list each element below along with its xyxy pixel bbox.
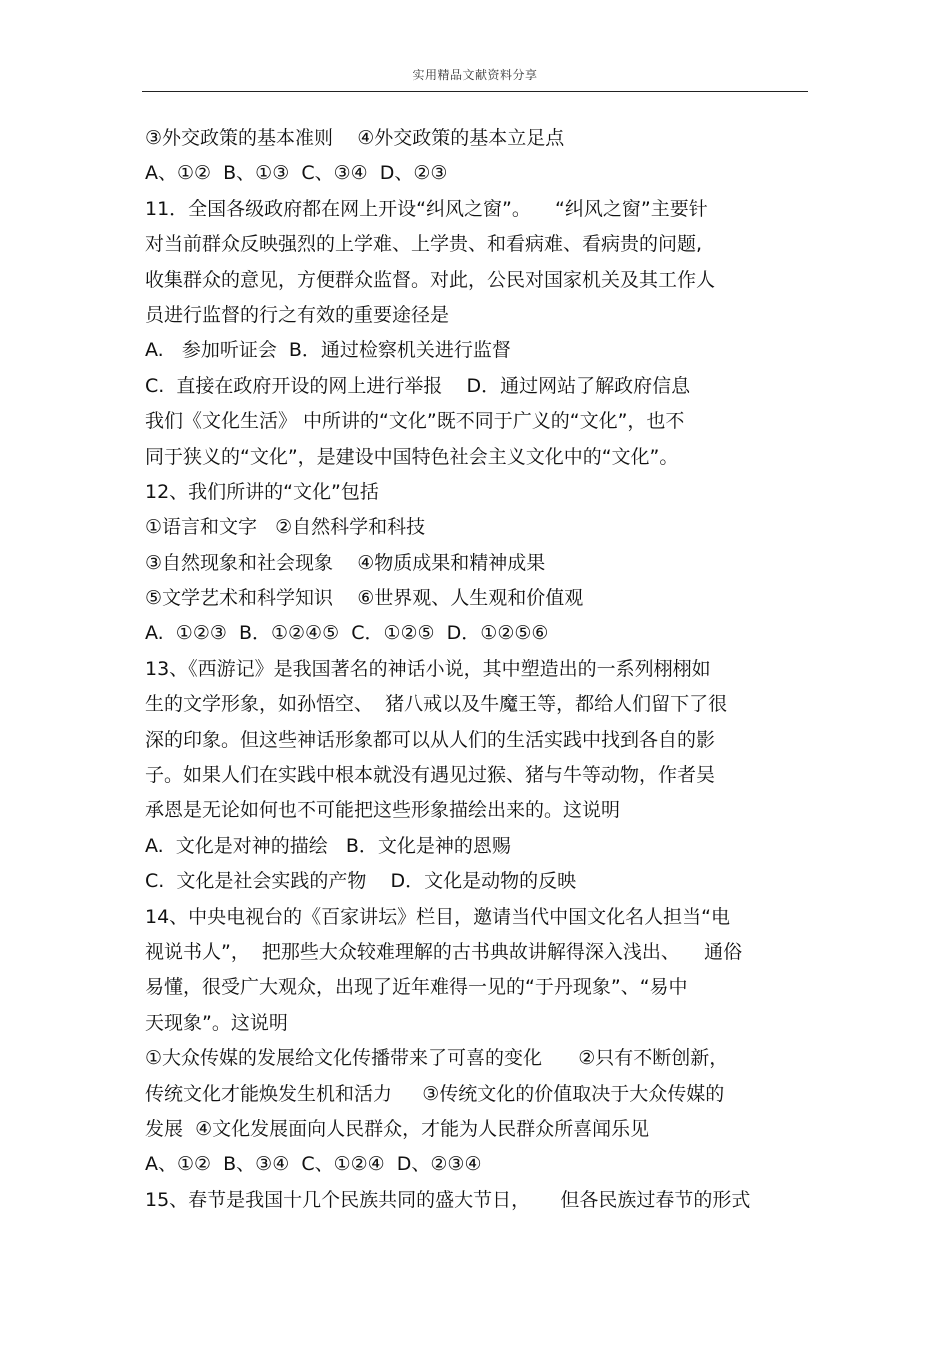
text-line: 11．全国各级政府都在网上开设“纠风之窗”。 “纠风之窗”主要针 [145, 197, 708, 220]
text-line: 视说书人”， 把那些大众较难理解的古书典故讲解得深入浅出、 通俗 [145, 940, 743, 963]
text-line: ③外交政策的基本准则 ④外交政策的基本立足点 [145, 127, 565, 149]
text-line: 天现象”。这说明 [145, 1011, 288, 1034]
text-line: ③自然现象和社会现象 ④物质成果和精神成果 [145, 551, 546, 574]
text-line: 承恩是无论如何也不可能把这些形象描绘出来的。这说明 [145, 799, 621, 822]
text-line: C. 文化是社会实践的产物 D．文化是动物的反映 [145, 870, 577, 893]
page-header: 实用精品文献资料分享 [412, 68, 538, 82]
text-line: 深的印象。但这些神话形象都可以从人们的生活实践中找到各自的影 [145, 728, 716, 751]
text-line: 易懂，很受广大观众，出现了近年难得一见的“于丹现象”、“易中 [145, 976, 688, 999]
text-line: 子。如果人们在实践中根本就没有遇见过猴、猪与牛等动物，作者吴 [145, 764, 716, 787]
text-line: A. 参加听证会 B．通过检察机关进行监督 [145, 339, 511, 362]
text-line: 员进行监督的行之有效的重要途径是 [145, 303, 450, 326]
document-body [145, 121, 810, 1218]
text-line: A、①② B、③④ C、①②④ D、②③④ [145, 1153, 482, 1176]
text-line: 生的文学形象，如孙悟空、 猪八戒以及牛魔王等，都给人们留下了很 [145, 693, 728, 716]
text-line: 12、我们所讲的“文化”包括 [145, 480, 379, 503]
text-line: C. 直接在政府开设的网上进行举报 D．通过网站了解政府信息 [145, 374, 691, 397]
text-line: 15、春节是我国十几个民族共同的盛大节日， 但各民族过春节的形式 [145, 1188, 751, 1211]
text-line: 传统文化才能焕发生机和活力 ③传统文化的价值取决于大众传媒的 [145, 1082, 725, 1105]
text-line: 对当前群众反映强烈的上学难、上学贵、和看病难、看病贵的问题, [145, 233, 703, 256]
text-line: A. 文化是对神的描绘 B．文化是神的恩赐 [145, 834, 511, 857]
text-line: ①大众传媒的发展给文化传播带来了可喜的变化 ②只有不断创新， [145, 1047, 729, 1070]
text-line: ①语言和文字 ②自然科学和科技 [145, 516, 426, 539]
text-line: 发展 ④文化发展面向人民群众，才能为人民群众所喜闻乐见 [145, 1117, 650, 1140]
header-divider [142, 91, 808, 92]
text-line: 14、中央电视台的《百家讲坛》栏目，邀请当代中国文化名人担当“电 [145, 905, 731, 928]
text-line: 收集群众的意见，方便群众监督。对此，公民对国家机关及其工作人 [145, 268, 716, 291]
text-line: ⑤文学艺术和科学知识 ⑥世界观、人生观和价值观 [145, 587, 584, 610]
text-line: 同于狭义的“文化”，是建设中国特色社会主义文化中的“文化”。 [145, 445, 679, 468]
text-line: 我们《文化生活》 中所讲的“文化”既不同于广义的“文化”，也不 [145, 410, 685, 433]
text-line: A、①② B、①③ C、③④ D、②③ [145, 162, 448, 185]
text-line: 13、《西游记》是我国著名的神话小说，其中塑造出的一系列栩栩如 [145, 657, 711, 680]
text-line: A. ①②③ B．①②④⑤ C．①②⑤ D．①②⑤⑥ [145, 622, 549, 645]
